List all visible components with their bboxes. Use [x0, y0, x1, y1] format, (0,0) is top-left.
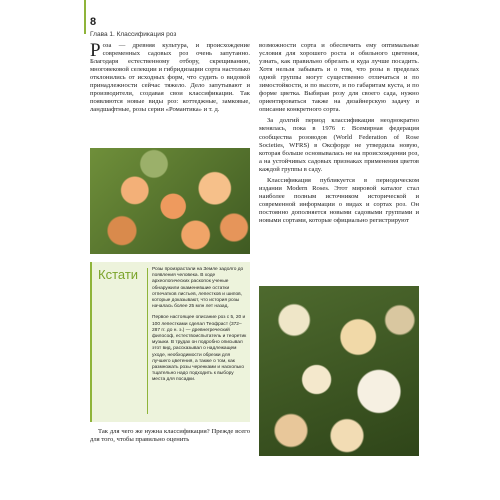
right-column — [259, 42, 419, 225]
header-accent-bar — [84, 0, 86, 34]
drop-cap: Р — [90, 40, 101, 61]
fact-sidebar — [90, 262, 250, 422]
bottom-paragraph: Так для чего же нужна классификация? Прежде всего для того, чтобы правильно оценить — [90, 428, 250, 444]
left-column — [90, 42, 250, 114]
running-head: Глава 1. Классификация роз — [90, 31, 177, 38]
sidebar-divider — [147, 268, 148, 414]
right-paragraph: Классификация публикуется в периодическом издании Modern Roses. Этот мировой каталог стал наиболее полным источником исторической и современной информации о видах и сортах роз. Он постоянно дополняется новыми садовыми группами и новыми сортами, которые официально регистрируют — [259, 176, 419, 224]
sidebar-body — [152, 267, 248, 389]
sidebar-paragraph: Первое настоящее описание роз с 5, 20 и 100 лепестками сделал Теофраст (372–287 гг. до н. э.) — древнегреческий философ, естествоиспытатель и теоретик музыки. В трудах он подробно описывал этот вид, рассказывал о надлежащем уходе, необходимости обрезки для лучшего цветения, а также о том, как размножать розы черенками и насколько тщательно надо подходить к выбору места для посадки. — [152, 315, 247, 383]
intro-paragraph — [90, 42, 250, 114]
intro-text: оза — древняя культура, и происхождение современных садовых роз очень запутанно. Благодаря естественному отбору, скрещиванию, многовековой селекции и гибридизации сорта настолько отклонились от исходных форм, что судить о видовой принадлежности сейчас тяжело. Дело запутывают и производители, создавая свои классификации. Так появляются новые виды роз: коттеджные, замковые, ландшафтные, розы серии «Романтика» и т. д. — [90, 42, 250, 114]
right-paragraph: За долгий период классификация неоднократно менялась, пока в 1976 г. Всемирная федерация сообщества розоводов (World Federation of Rose Societies, WFRS) в Оксфорде не утвердила новую, которая больше основывалась не на происхождении роз, а на устойчивых садовых признаках применения цветов каждой группы в саду. — [259, 117, 419, 173]
orange-roses-photo — [90, 148, 250, 254]
bottom-left-text — [90, 428, 250, 444]
pale-roses-photo — [259, 286, 419, 456]
page-number: 8 — [90, 16, 97, 28]
right-paragraph: возможности сорта и обеспечить ему оптимальные условия для хорошего роста и обильного цветения, узнать, как правильно обрезать и куда лучше посадить. Хотя нельзя забывать и о том, что розы в пределах одной группы могут существенно отличаться и по зимостойкости, и по высоте, и по габаритам куста, и по форме цветка. Выбирая розу для своего сада, нужно ориентироваться также на дизайнерскую задачу и описание конкретного сорта. — [259, 42, 419, 114]
sidebar-title: Кстати — [98, 267, 139, 282]
sidebar-paragraph: Розы произрастали на Земле задолго до появления человека. В ходе археологических раскопок ученые обнаружили окаменевшие остатки отпечатков листьев, лепестков и шипов, которые доказывают, что история розы началась более 25 млн лет назад. — [152, 267, 244, 310]
